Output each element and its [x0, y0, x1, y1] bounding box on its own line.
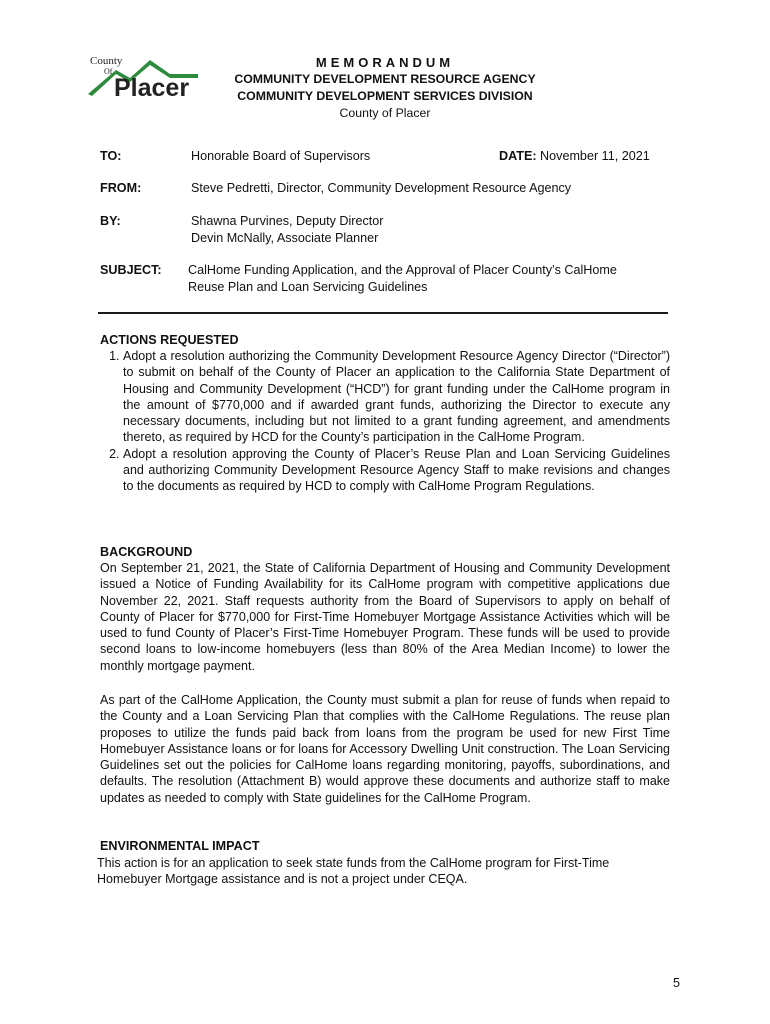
from-value: Steve Pedretti, Director, Community Development Resource Agency	[191, 181, 572, 195]
county-name: County of Placer	[339, 106, 431, 120]
actions-heading: ACTIONS REQUESTED	[100, 333, 239, 347]
agency-name: COMMUNITY DEVELOPMENT RESOURCE AGENCY	[234, 72, 536, 86]
memo-title: MEMORANDUM	[315, 55, 455, 70]
background-heading: BACKGROUND	[100, 545, 193, 559]
actions-section	[100, 332, 670, 494]
county-logo	[86, 52, 202, 100]
background-paragraph-1: On September 21, 2021, the State of California Department of Housing and Community Development issued a Notice of Funding Availability for its CalHome program with competitive applications due November 22, 2021. Staff requests authority from the Board of Supervisors to apply on behalf of County of Placer for $770,000 for First-Time Homebuyer Mortgage Assistance Activities which will be used to fund County of Placer’s First-Time Homebuyer Program. These funds will be used to provide second loans to low-income homebuyers (less than 80% of the Area Median Income) to lower the monthly mortgage payment.	[100, 561, 670, 673]
subject-label: SUBJECT:	[100, 263, 162, 277]
division-name: COMMUNITY DEVELOPMENT SERVICES DIVISION	[237, 88, 533, 103]
by-value-1: Shawna Purvines, Deputy Director	[191, 214, 384, 228]
environmental-heading: ENVIRONMENTAL IMPACT	[100, 839, 260, 853]
from-label: FROM:	[100, 181, 142, 195]
logo-of-text: Of	[104, 67, 113, 76]
environmental-paragraph: This action is for an application to seek state funds from the CalHome program for First-Time Homebuyer Mortgage assistance and is not a project under CEQA.	[97, 856, 610, 887]
subject-value-1: CalHome Funding Application, and the Approval of Placer County’s CalHome	[188, 263, 617, 277]
date-label: DATE:	[499, 149, 537, 163]
by-value-2: Devin McNally, Associate Planner	[191, 231, 379, 245]
page-number: 5	[672, 976, 680, 990]
environmental-paragraph-block	[97, 855, 671, 888]
action-item: 1. Adopt a resolution authorizing the Community Development Resource Agency Director (“Director”) to submit on behalf of the County of Placer an application to the California State Department of Housing and Community Development (“HCD”) for grant funding under the CalHome program in the amount of $770,000 and if awarded grant funds, authorizing the Director to execute any necessary documents, including but not limited to a grant funding agreement, and amendments thereto, as required by HCD for the County’s participation in the CalHome Program.	[123, 348, 670, 446]
date-value: November 11, 2021	[540, 149, 650, 163]
memo-header	[205, 54, 565, 122]
to-label: TO:	[100, 149, 122, 163]
logo-placer-text: Placer	[114, 74, 190, 100]
background-section	[100, 544, 670, 674]
action-item: 2. Adopt a resolution approving the County of Placer’s Reuse Plan and Loan Servicing Guidelines and authorizing Community Development Resource Agency Staff to make revisions and changes to the documents as required by HCD to comply with CalHome Program Regulations.	[123, 446, 670, 495]
background-paragraph-2: As part of the CalHome Application, the County must submit a plan for reuse of funds when repaid to the County and a Loan Servicing Plan that complies with the CalHome Regulations. The reuse plan proposes to utilize the funds paid back from loans from the program be used for new First Time Homebuyer Assistance loans or for loans for Accessory Dwelling Unit construction. The Loan Servicing Guidelines set out the policies for CalHome loans regarding monitoring, payoffs, subordinations, and defaults. The resolution (Attachment B) would approve these documents and authorize staff to make updates as needed to comply with State guidelines for the CalHome Program.	[100, 693, 670, 805]
to-value: Honorable Board of Supervisors	[191, 149, 371, 163]
by-label: BY:	[100, 214, 121, 228]
actions-list	[100, 348, 670, 494]
subject-value-2: Reuse Plan and Loan Servicing Guidelines	[188, 280, 428, 294]
environmental-section	[100, 838, 670, 854]
divider	[98, 312, 668, 314]
background-paragraph-2-block	[100, 692, 670, 806]
logo-county-text: County	[90, 55, 123, 67]
date-field	[499, 148, 650, 165]
